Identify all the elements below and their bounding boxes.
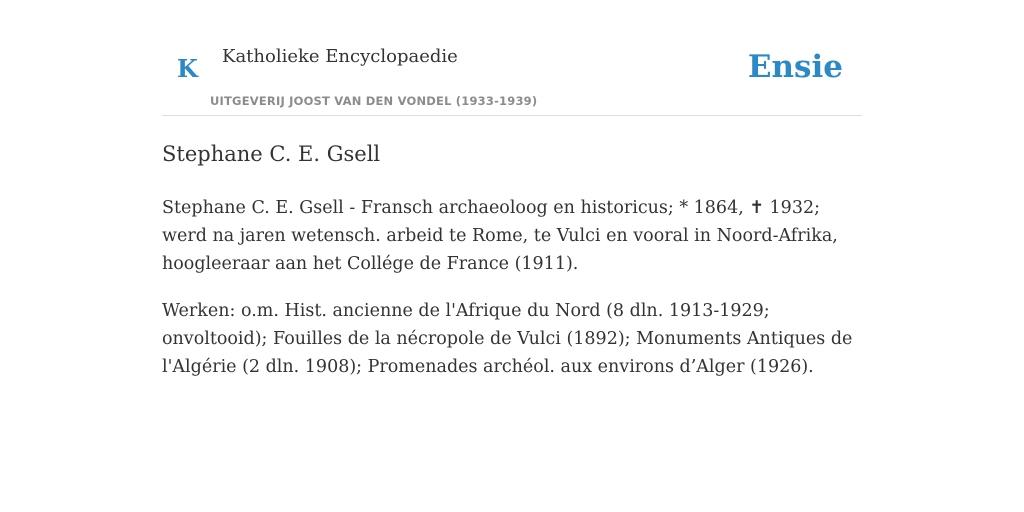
publisher-subtitle: UITGEVERIJ JOOST VAN DEN VONDEL (1933-1939)	[210, 94, 538, 108]
site-header	[162, 36, 862, 116]
article-paragraph-1: Stephane C. E. Gsell - Fransch archaeoloog en historicus; * 1864, ✝ 1932; werd na jaren wetensch. arbeid te Rome, te Vulci en vooral in Noord-Afrika, hoogleeraar aan het Collége de France (1911).	[162, 198, 838, 274]
article-paragraph-2: Werken: o.m. Hist. ancienne de l'Afrique du Nord (8 dln. 1913-1929; onvoltooid); Fouilles de la nécropole de Vulci (1892); Monuments Antiques de l'Algérie (2 dln. 1908); Promenades archéol. aux environs d’Alger (1926).	[162, 301, 853, 377]
article-title: Stephane C. E. Gsell	[162, 142, 381, 166]
article	[162, 138, 862, 400]
ensie-logo[interactable]: Ensie	[747, 49, 843, 85]
logo-k[interactable]: K	[177, 54, 198, 83]
site-title[interactable]: Katholieke Encyclopaedie	[222, 46, 458, 67]
